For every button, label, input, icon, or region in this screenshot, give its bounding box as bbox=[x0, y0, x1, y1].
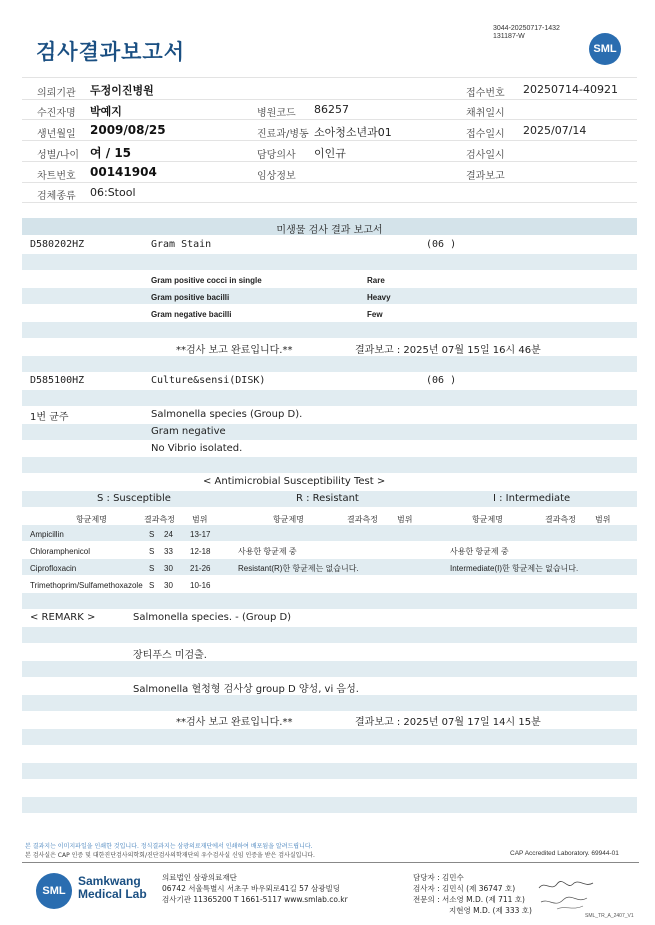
gram-report-time: 결과보고 : 2025년 07월 15일 16시 46분 bbox=[355, 345, 541, 356]
row-stripe bbox=[22, 322, 637, 338]
sml-logo: SML bbox=[36, 873, 72, 909]
collect-label: 채취일시 bbox=[466, 108, 505, 119]
name-value: 박예지 bbox=[90, 105, 122, 118]
gram-row-organism: Gram positive cocci in single bbox=[151, 276, 262, 285]
row-stripe bbox=[22, 729, 637, 745]
footer-notice: 본 결과지는 이미지파일을 인쇄한 것입니다. 정식결과지는 삼광의료재단에서 인쇄하여 배포됨을 알려드립니다. bbox=[25, 843, 313, 850]
ast-col-range: 범위 bbox=[397, 515, 413, 524]
divider bbox=[22, 202, 637, 203]
ast-col-result: 결과측정 bbox=[545, 515, 576, 524]
divider bbox=[22, 182, 637, 183]
gram-row-organism: Gram negative bacilli bbox=[151, 310, 232, 319]
row-stripe bbox=[22, 593, 637, 609]
test-date-label: 검사일시 bbox=[466, 150, 505, 161]
ast-note-i1: 사용한 항균제 중 bbox=[450, 547, 509, 556]
hospital-code-value: 86257 bbox=[314, 103, 349, 116]
divider bbox=[22, 119, 637, 120]
ast-col-range: 범위 bbox=[192, 515, 208, 524]
specimen-value: 06:Stool bbox=[90, 186, 136, 199]
divider bbox=[22, 77, 637, 78]
row-stripe bbox=[22, 627, 637, 643]
doctor-label: 담당의사 bbox=[257, 150, 296, 161]
hospital-code-label: 병원코드 bbox=[257, 108, 296, 119]
ast-drug-value: 30 bbox=[164, 564, 173, 573]
clinical-label: 임상정보 bbox=[257, 171, 296, 182]
ast-drug-name: Ampicillin bbox=[30, 530, 64, 539]
staff-line: 지현영 M.D. (제 333 호) bbox=[449, 906, 532, 915]
footer-divider bbox=[22, 862, 639, 863]
remark-report-time: 결과보고 : 2025년 07월 17일 14시 15분 bbox=[355, 717, 541, 728]
sexage-label: 성별/나이 bbox=[37, 150, 80, 161]
row-stripe bbox=[22, 525, 637, 541]
ast-col-drug: 항균제명 bbox=[76, 515, 107, 524]
ast-legend-i: I : Intermediate bbox=[493, 493, 571, 504]
ast-drug-value: 24 bbox=[164, 530, 173, 539]
dob-label: 생년월일 bbox=[37, 129, 76, 140]
dept-label: 진료과/병동 bbox=[257, 129, 309, 140]
ast-drug-name: Chloramphenicol bbox=[30, 547, 91, 556]
receipt-no-value: 20250714-40921 bbox=[523, 83, 618, 96]
sml-logo: SML bbox=[589, 33, 621, 65]
gram-row-amount: Few bbox=[367, 310, 383, 319]
gram-complete-note: **검사 보고 완료입니다.** bbox=[176, 345, 293, 356]
ast-legend-r: R : Resistant bbox=[296, 493, 359, 504]
document-id-line1: 3044-20250717-1432 bbox=[493, 25, 560, 32]
row-stripe bbox=[22, 356, 637, 372]
footer-accreditation-note: 본 검사실은 CAP 인증 및 대한진단검사의학회/진단검사의학재단의 우수검사실 신임 인증을 받은 검사실입니다. bbox=[25, 852, 315, 859]
staff-line: 담당자 : 김민수 bbox=[413, 873, 464, 882]
staff-line: 전문의 : 서소영 M.D. (제 711 호) bbox=[413, 895, 525, 904]
ast-note-i2: Intermediate(I)한 항균제는 없습니다. bbox=[450, 564, 579, 573]
receipt-date-label: 접수일시 bbox=[466, 129, 505, 140]
remark-label: < REMARK > bbox=[30, 612, 96, 623]
isolate-line: Salmonella species (Group D). bbox=[151, 409, 303, 420]
specimen-label: 검체종류 bbox=[37, 191, 76, 202]
ast-drug-value: 33 bbox=[164, 547, 173, 556]
lab-address-line: 의료법인 삼광의료재단 bbox=[162, 873, 237, 882]
document-id bbox=[493, 25, 560, 41]
lab-name-line1: Samkwang bbox=[78, 874, 141, 888]
row-stripe bbox=[22, 797, 637, 813]
isolate-line: No Vibrio isolated. bbox=[151, 443, 243, 454]
gram-row-amount: Heavy bbox=[367, 293, 391, 302]
ast-note-r2: Resistant(R)한 항균제는 없습니다. bbox=[238, 564, 359, 573]
section-title: 미생물 검사 결과 보고서 bbox=[276, 225, 383, 236]
divider bbox=[22, 161, 637, 162]
ast-drug-range: 21-26 bbox=[190, 564, 211, 573]
culture-test-code: D585100HZ bbox=[30, 375, 85, 386]
ast-drug-name: Trimethoprim/Sulfamethoxazole bbox=[30, 581, 143, 590]
document-id-line2: 131187-W bbox=[493, 33, 525, 40]
row-stripe bbox=[22, 254, 637, 270]
remark-line: 장티푸스 미검출. bbox=[133, 650, 207, 661]
ast-drug-result: S bbox=[149, 581, 155, 590]
staff-list bbox=[413, 872, 532, 916]
row-stripe bbox=[22, 390, 637, 406]
ast-col-result: 결과측정 bbox=[144, 515, 175, 524]
row-stripe bbox=[22, 424, 637, 440]
gram-row-organism: Gram positive bacilli bbox=[151, 293, 230, 302]
row-stripe bbox=[22, 661, 637, 677]
ast-col-drug: 항균제명 bbox=[472, 515, 503, 524]
doctor-value: 이인규 bbox=[314, 147, 346, 160]
culture-test-name: Culture&sensi(DISK) bbox=[151, 375, 266, 386]
receipt-no-label: 접수번호 bbox=[466, 88, 505, 99]
remark-complete-note: **검사 보고 완료입니다.** bbox=[176, 717, 293, 728]
culture-specimen-no: (06 ) bbox=[426, 375, 457, 386]
lab-address-line: 06742 서울특별시 서초구 바우뫼로41길 57 삼광빌딩 bbox=[162, 884, 341, 893]
signature-icon bbox=[537, 878, 597, 912]
ast-drug-result: S bbox=[149, 530, 155, 539]
row-stripe bbox=[22, 457, 637, 473]
ast-drug-result: S bbox=[149, 547, 155, 556]
isolate-label: 1번 균주 bbox=[30, 412, 69, 423]
ast-drug-result: S bbox=[149, 564, 155, 573]
staff-line: 검사자 : 김민식 (제 36747 호) bbox=[413, 884, 516, 893]
gram-specimen-no: (06 ) bbox=[426, 239, 457, 250]
row-stripe bbox=[22, 763, 637, 779]
ast-drug-range: 12-18 bbox=[190, 547, 211, 556]
remark-line: Salmonella species. - (Group D) bbox=[133, 612, 292, 623]
name-label: 수진자명 bbox=[37, 108, 76, 119]
ast-drug-range: 10-16 bbox=[190, 581, 211, 590]
gram-test-code: D580202HZ bbox=[30, 239, 85, 250]
chart-label: 차트번호 bbox=[37, 171, 76, 182]
ast-col-drug: 항균제명 bbox=[273, 515, 304, 524]
row-stripe bbox=[22, 695, 637, 711]
institution-value: 두정이진병원 bbox=[90, 84, 154, 97]
divider bbox=[22, 140, 637, 141]
receipt-date-value: 2025/07/14 bbox=[523, 124, 587, 137]
remark-line: Salmonella 혈청형 검사상 group D 양성, vi 음성. bbox=[133, 684, 359, 695]
dob-value: 2009/08/25 bbox=[90, 123, 166, 137]
result-label: 결과보고 bbox=[466, 171, 505, 182]
ast-col-result: 결과측정 bbox=[347, 515, 378, 524]
institution-label: 의뢰기관 bbox=[37, 88, 76, 99]
dept-value: 소아청소년과01 bbox=[314, 126, 392, 139]
isolate-line: Gram negative bbox=[151, 426, 226, 437]
form-version: SML_TR_A_2407_V1 bbox=[585, 913, 634, 919]
lab-address bbox=[162, 872, 348, 905]
lab-name bbox=[78, 875, 147, 901]
ast-col-range: 범위 bbox=[595, 515, 611, 524]
ast-drug-range: 13-17 bbox=[190, 530, 211, 539]
ast-drug-value: 30 bbox=[164, 581, 173, 590]
gram-row-amount: Rare bbox=[367, 276, 385, 285]
report-title: 검사결과보고서 bbox=[36, 40, 186, 64]
row-stripe bbox=[22, 288, 637, 304]
sexage-value: 여 / 15 bbox=[90, 146, 132, 160]
lab-address-line: 검사기관 11365200 T 1661-5117 www.smlab.co.kr bbox=[162, 895, 348, 904]
ast-legend-s: S : Susceptible bbox=[97, 493, 171, 504]
chart-value: 00141904 bbox=[90, 165, 157, 179]
divider bbox=[22, 99, 637, 100]
lab-name-line2: Medical Lab bbox=[78, 887, 147, 901]
ast-drug-name: Ciprofloxacin bbox=[30, 564, 77, 573]
cap-accreditation: CAP Accredited Laboratory. 69944-01 bbox=[510, 850, 619, 857]
gram-test-name: Gram Stain bbox=[151, 239, 212, 250]
ast-note-r1: 사용한 항균제 중 bbox=[238, 547, 297, 556]
ast-title: < Antimicrobial Susceptibility Test > bbox=[203, 476, 386, 487]
